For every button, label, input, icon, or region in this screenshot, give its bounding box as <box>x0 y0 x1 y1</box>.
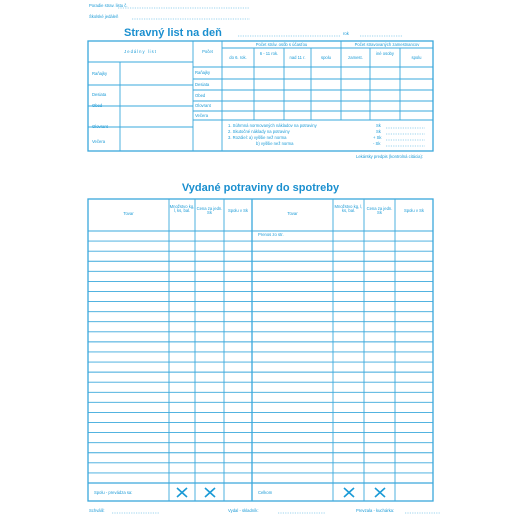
footer-left: Schválil: <box>89 508 105 513</box>
stravny-title: Stravný list na deň <box>124 27 222 39</box>
summary-currency: + Sk <box>373 135 382 140</box>
meal-label-left: Raňajky <box>92 71 108 76</box>
table-rows <box>88 241 433 473</box>
col-header: iné osoby <box>376 51 394 56</box>
meal-label-right: Olovrant <box>195 103 211 108</box>
summary-line: b) vyššie než norma <box>256 141 294 146</box>
vcol-header: Cena za jedn. Sk <box>196 206 223 216</box>
vcol-header: Množstvo kg, l, ks, bal. <box>334 204 363 214</box>
vcol-header: Spolu v Sk <box>403 208 425 213</box>
meal-label-left: Olovrant <box>92 124 108 129</box>
summary-currency: - Sk <box>373 141 381 146</box>
header-line2-label: Školské jedáleň <box>89 14 119 19</box>
celkom-label: Celkom <box>258 490 273 495</box>
meal-label-right: Večera <box>195 113 209 118</box>
summary-line: 2. Skutočné náklady na potraviny <box>228 129 290 134</box>
prenos-label: Prenos zo str. <box>258 232 284 237</box>
sign-label: Lekársky predpis (kontrolná citácia): <box>356 154 424 159</box>
vcol-header: Množstvo kg, l, ks, bal. <box>169 204 195 214</box>
summary-line: 1. Súhrnná normovaných nákladov na potraviny <box>228 123 317 128</box>
col-header: 6 - 11 rok. <box>259 51 279 56</box>
summary-currency: Sk <box>376 123 381 128</box>
header-date-label: rok <box>343 31 349 36</box>
vydane-title: Vydané potraviny do spotreby <box>181 182 340 194</box>
meal-label-left: Večera <box>92 139 106 144</box>
meal-label-right: Obed <box>195 93 206 98</box>
col-header: nad 11 r. <box>289 55 306 60</box>
vcol-header: Tovar <box>123 211 134 216</box>
summary-line: 3. Rozdiel: a) vyššie než norma <box>228 135 287 140</box>
cross-marks <box>177 488 385 497</box>
footer-center: Vydal - skladník: <box>228 508 259 513</box>
spolu-label: Spolu - prevádza sa: <box>94 490 133 495</box>
vcol-header: Cena za jedn. Sk <box>366 206 393 216</box>
meal-label-right: Desiata <box>195 82 210 87</box>
meal-label-right: Raňajky <box>195 70 211 75</box>
meal-label-left: Desiata <box>92 92 107 97</box>
col-header: spolu <box>320 55 331 60</box>
col-header: zamest. <box>348 55 363 60</box>
vcol-header: Tovar <box>287 211 298 216</box>
meal-label-left: Obed <box>92 103 103 108</box>
header-line1-label: Poradie strav. listu č. <box>89 3 128 8</box>
vcol-header: Spolu v Sk <box>227 208 249 213</box>
col-group2-header: Počet stravovaných zamestnancov <box>354 42 420 47</box>
col-header: do 6. rok. <box>229 55 247 60</box>
col-group1-header: Počet stráv. osôb s účasťou <box>255 42 308 47</box>
pocet-header: Počet <box>202 49 213 54</box>
jedalny-list-header: Jedálny list <box>124 49 157 54</box>
col-header: spolu <box>411 55 422 60</box>
summary-currency: Sk <box>376 129 381 134</box>
footer-right: Prevzala - kuchárka: <box>356 508 395 513</box>
